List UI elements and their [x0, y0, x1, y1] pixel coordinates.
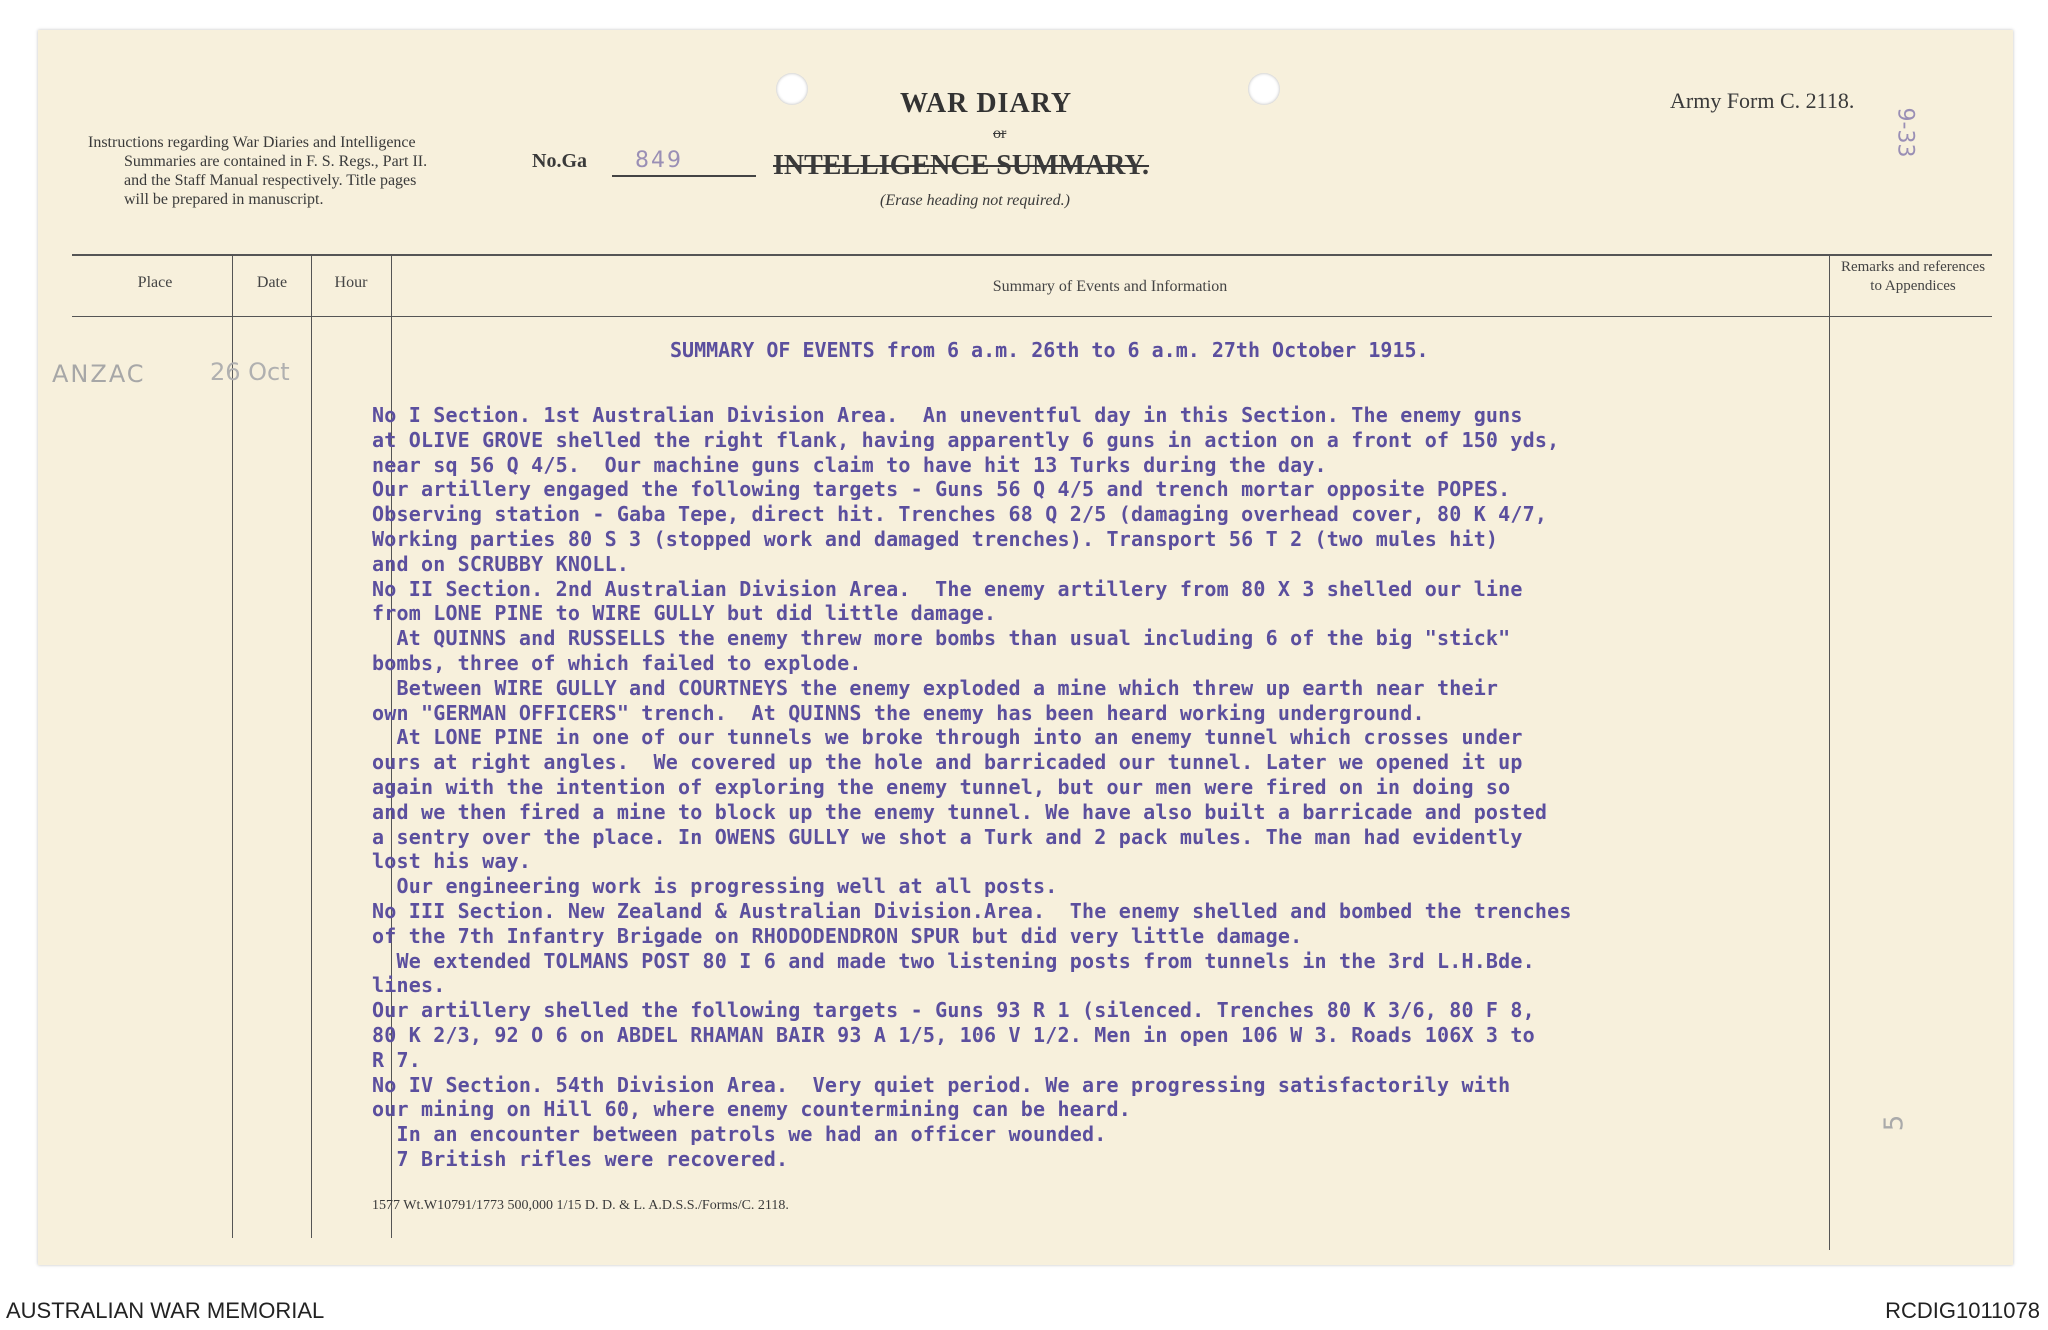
summary-line: No II Section. 2nd Australian Division Area. The enemy artillery from 80 X 3 shelled our line	[372, 576, 1523, 601]
summary-line: 80 K 2/3, 92 O 6 on ABDEL RHAMAN BAIR 93 A 1/5, 106 V 1/2. Men in open 106 W 3. Roads 106X 3 to	[372, 1022, 1535, 1047]
summary-line: our mining on Hill 60, where enemy countermining can be heard.	[372, 1097, 1131, 1122]
column-header-date: Date	[256, 274, 288, 291]
number-underline	[612, 175, 756, 177]
date-entry: 26 Oct	[210, 358, 290, 386]
summary-line: At LONE PINE in one of our tunnels we broke through into an enemy tunnel which crosses under	[372, 725, 1523, 750]
summary-heading: SUMMARY OF EVENTS from 6 a.m. 26th to 6 a.m. 27th October 1915.	[670, 338, 1429, 362]
column-header-remarks: Remarks and references to Appendices	[1840, 259, 1986, 294]
footer-reference: RCDIG1011078	[1885, 1298, 2040, 1323]
struck-heading: INTELLIGENCE SUMMARY.	[773, 150, 1150, 181]
or-text: or	[993, 125, 1007, 142]
header-bottom-rule	[72, 316, 1992, 317]
summary-line: near sq 56 Q 4/5. Our machine guns claim to have hit 13 Turks during the day.	[372, 452, 1327, 477]
summary-line: R 7.	[372, 1047, 421, 1072]
summary-line: own "GERMAN OFFICERS" trench. At QUINNS the enemy has been heard working underground.	[372, 700, 1425, 725]
summary-line: again with the intention of exploring the enemy tunnel, but our men were fired on in doing so	[372, 774, 1511, 799]
summary-line: of the 7th Infantry Brigade on RHODODENDRON SPUR but did very little damage.	[372, 923, 1303, 948]
page-title: WAR DIARY	[900, 88, 1073, 119]
number-label: No.Ga	[532, 150, 587, 172]
place-entry: ANZAC	[52, 360, 146, 388]
summary-line: Our artillery engaged the following targets - Guns 56 Q 4/5 and trench mortar opposite POPES.	[372, 477, 1511, 502]
footer-institution: AUSTRALIAN WAR MEMORIAL	[6, 1298, 325, 1323]
punch-hole	[1248, 73, 1280, 105]
table-top-rule	[72, 254, 1992, 256]
punch-hole	[776, 73, 808, 105]
summary-line: Our artillery shelled the following targets - Guns 93 R 1 (silenced. Trenches 80 K 3/6, 80 F 8,	[372, 998, 1535, 1023]
summary-line: lines.	[372, 973, 446, 998]
summary-line: from LONE PINE to WIRE GULLY but did little damage.	[372, 601, 997, 626]
instructions-line: Summaries are contained in F. S. Regs., Part II.	[124, 153, 428, 170]
erase-note: (Erase heading not required.)	[880, 192, 1070, 209]
column-divider	[311, 254, 312, 1238]
summary-line: at OLIVE GROVE shelled the right flank, having apparently 6 guns in action on a front of 150 yds,	[372, 427, 1560, 452]
summary-line: No III Section. New Zealand & Australian Division.Area. The enemy shelled and bombed the trenches	[372, 898, 1572, 923]
instructions-line: Instructions regarding War Diaries and Intelligence	[88, 134, 416, 151]
remarks-mark: 5	[1879, 1114, 1910, 1132]
summary-line: No I Section. 1st Australian Division Area. An uneventful day in this Section. The enemy guns	[372, 403, 1523, 427]
instructions-line: and the Staff Manual respectively. Title pages	[124, 172, 417, 189]
summary-line: and we then fired a mine to block up the enemy tunnel. We have also built a barricade and posted	[372, 799, 1548, 824]
instructions-text	[88, 133, 568, 209]
summary-body	[372, 403, 1842, 1172]
column-header-place: Place	[137, 274, 173, 291]
instructions-line: will be prepared in manuscript.	[124, 191, 324, 208]
summary-line: We extended TOLMANS POST 80 I 6 and made two listening posts from tunnels in the 3rd L.H.Bde.	[372, 948, 1535, 973]
summary-line: Between WIRE GULLY and COURTNEYS the enemy exploded a mine which threw up earth near their	[372, 675, 1499, 700]
summary-line: No IV Section. 54th Division Area. Very quiet period. We are progressing satisfactorily with	[372, 1072, 1511, 1097]
summary-line: lost his way.	[372, 849, 532, 874]
column-header-hour: Hour	[334, 274, 368, 291]
summary-line: ours at right angles. We covered up the hole and barricaded our tunnel. Later we opened it up	[372, 750, 1523, 775]
summary-line: At QUINNS and RUSSELLS the enemy threw more bombs than usual including 6 of the big "stick"	[372, 626, 1511, 651]
summary-line: a sentry over the place. In OWENS GULLY we shot a Turk and 2 pack mules. The man had evidently	[372, 824, 1523, 849]
column-divider	[232, 254, 233, 1238]
summary-line: and on SCRUBBY KNOLL.	[372, 551, 630, 576]
printer-imprint: 1577 Wt.W10791/1773 500,000 1/15 D. D. & L. A.D.S.S./Forms/C. 2118.	[372, 1198, 789, 1213]
column-header-summary: Summary of Events and Information	[992, 278, 1228, 295]
summary-line: 7 British rifles were recovered.	[372, 1146, 789, 1171]
summary-line: bombs, three of which failed to explode.	[372, 650, 862, 675]
diary-number: 849	[635, 148, 683, 173]
corner-page-note: 9-33	[1892, 107, 1918, 158]
summary-line: Observing station - Gaba Tepe, direct hit. Trenches 68 Q 2/5 (damaging overhead cover, 80 K 4/7,	[372, 502, 1548, 527]
summary-line: Our engineering work is progressing well at all posts.	[372, 874, 1058, 899]
summary-line: In an encounter between patrols we had an officer wounded.	[372, 1122, 1107, 1147]
summary-line: Working parties 80 S 3 (stopped work and damaged trenches). Transport 56 T 2 (two mules hit)	[372, 526, 1499, 551]
army-form-label: Army Form C. 2118.	[1670, 88, 1855, 113]
